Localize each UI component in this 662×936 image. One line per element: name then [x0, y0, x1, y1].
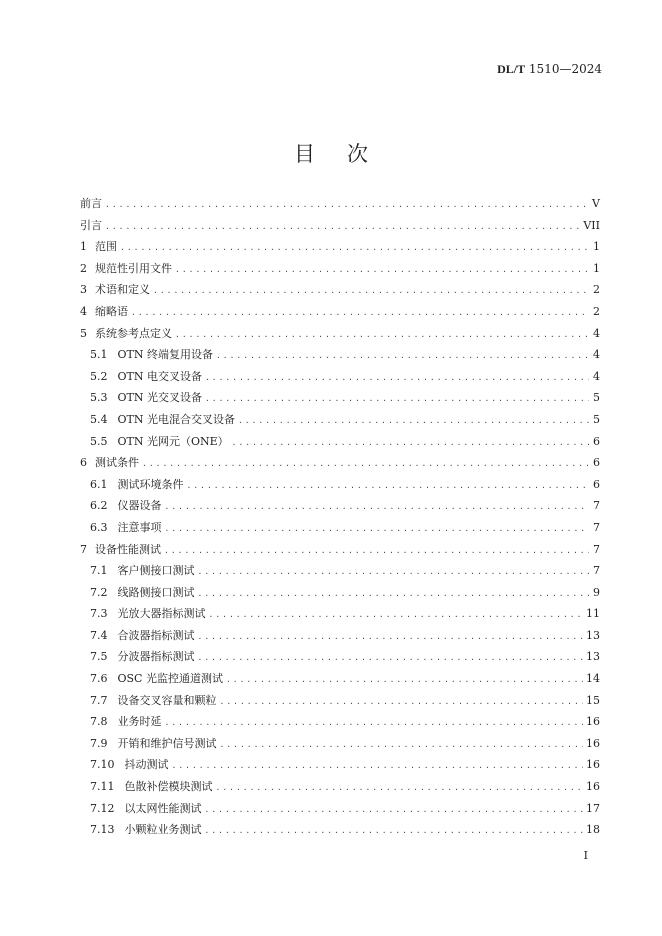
- toc-leader-dots: [105, 194, 589, 216]
- toc-entry-label: OTN 光网元（ONE）: [117, 434, 229, 448]
- toc-entry[interactable]: [80, 366, 600, 388]
- toc-entry-label: OTN 光交叉设备: [117, 391, 202, 405]
- toc-entry-number: 7.5: [90, 650, 108, 664]
- toc-entry-label: 客户侧接口测试: [117, 564, 195, 578]
- toc-entry[interactable]: [80, 819, 600, 841]
- toc-entry[interactable]: [80, 798, 600, 820]
- toc-leader-dots: [226, 669, 583, 691]
- toc-entry[interactable]: [80, 258, 600, 280]
- toc-entry-label: 分波器指标测试: [117, 650, 195, 664]
- toc-entry-label: 抖动测试: [124, 758, 169, 772]
- toc-leader-dots: [216, 345, 589, 367]
- toc-entry-label: 色散补偿模块测试: [124, 780, 213, 794]
- toc-entry-number: 7.7: [90, 693, 108, 707]
- toc-entry[interactable]: [80, 495, 600, 517]
- toc-entry[interactable]: [80, 323, 600, 345]
- toc-entry-number: 7.11: [90, 780, 115, 794]
- toc-entry-label: 以太网性能测试: [124, 801, 202, 815]
- toc-entry-label: 测试条件: [95, 456, 139, 470]
- toc-entry-label: 合波器指标测试: [117, 628, 195, 642]
- toc-entry-number: 4: [80, 304, 87, 318]
- toc-entry-label: 光放大器指标测试: [117, 607, 206, 621]
- toc-leader-dots: [205, 799, 584, 821]
- toc-entry-page: 16: [586, 758, 600, 772]
- toc-entry-label: 前言: [80, 197, 102, 210]
- toc-entry-number: 7: [80, 542, 87, 556]
- toc-entry[interactable]: [80, 452, 600, 474]
- toc-entry-number: 6.3: [90, 520, 108, 534]
- toc-entry-label: 系统参考点定义: [95, 326, 172, 340]
- toc-entry-page: 6: [593, 477, 600, 491]
- toc-entry-label: 小颗粒业务测试: [124, 823, 202, 837]
- toc-entry[interactable]: [80, 409, 600, 431]
- toc-entry-number: 7.9: [90, 736, 108, 750]
- toc-leader-dots: [209, 604, 584, 626]
- toc-entry-page: 5: [593, 412, 600, 426]
- toc-entry-page: 1: [593, 240, 600, 254]
- toc-entry-page: 4: [593, 326, 600, 340]
- toc-entry-label: OTN 终端复用设备: [117, 348, 213, 362]
- toc-entry-page: V: [592, 197, 600, 210]
- toc-entry[interactable]: [80, 582, 600, 604]
- toc-entry-page: 13: [586, 628, 600, 642]
- toc-entry-page: 1: [593, 261, 600, 275]
- toc-entry[interactable]: [80, 517, 600, 539]
- toc-entry-number: 1: [80, 240, 87, 254]
- toc-leader-dots: [220, 734, 584, 756]
- toc-entry-page: 7: [593, 520, 600, 534]
- toc-leader-dots: [187, 475, 590, 497]
- toc-entry-label: 范围: [95, 240, 117, 254]
- toc-entry[interactable]: [80, 711, 600, 733]
- toc-entry-number: 6.1: [90, 477, 108, 491]
- toc-entry-page: 11: [586, 607, 600, 621]
- toc-entry-label: 术语和定义: [95, 283, 150, 297]
- toc-entry[interactable]: [80, 431, 600, 453]
- toc-entry-page: 2: [593, 304, 600, 318]
- toc-entry[interactable]: [80, 301, 600, 323]
- toc-entry[interactable]: [80, 733, 600, 755]
- toc-entry-number: 7.13: [90, 823, 115, 837]
- toc-entry[interactable]: [80, 215, 600, 237]
- toc-entry[interactable]: [80, 776, 600, 798]
- toc-leader-dots: [172, 755, 584, 777]
- toc-entry-label: 规范性引用文件: [95, 261, 172, 275]
- toc-entry-number: 6.2: [90, 499, 108, 513]
- toc-entry-page: 18: [586, 823, 600, 837]
- toc-entry-number: 5.5: [90, 434, 108, 448]
- toc-entry-number: 7.3: [90, 607, 108, 621]
- toc-entry-number: 7.8: [90, 715, 108, 729]
- toc-leader-dots: [232, 432, 589, 454]
- toc-entry-page: 16: [586, 715, 600, 729]
- document-code: [497, 62, 602, 77]
- toc-entry-number: 7.4: [90, 628, 108, 642]
- title-char-2: 次: [347, 142, 368, 166]
- toc-entry-page: 13: [586, 650, 600, 664]
- toc-leader-dots: [205, 820, 584, 842]
- toc-entry-page: 4: [593, 369, 600, 383]
- toc-leader-dots: [142, 453, 589, 475]
- toc-leader-dots: [175, 259, 589, 281]
- toc-entry-number: 7.6: [90, 672, 108, 686]
- toc-entry-page: 7: [593, 499, 600, 513]
- toc-entry-page: 7: [593, 564, 600, 578]
- toc-leader-dots: [198, 626, 584, 648]
- toc-entry[interactable]: [80, 668, 600, 690]
- toc-leader-dots: [131, 302, 589, 324]
- toc-leader-dots: [120, 237, 589, 259]
- title-char-1: 目: [294, 142, 315, 166]
- toc-entry-page: 14: [586, 672, 600, 686]
- toc-entry-label: 注意事项: [117, 520, 162, 534]
- page-number: I: [583, 849, 588, 862]
- toc-leader-dots: [175, 324, 589, 346]
- toc-entry-number: 5.2: [90, 369, 108, 383]
- page-title: [0, 138, 662, 168]
- toc-entry-number: 5.1: [90, 348, 108, 362]
- toc-leader-dots: [165, 518, 590, 540]
- toc-entry-label: 缩略语: [95, 304, 128, 318]
- toc-entry[interactable]: [80, 539, 600, 561]
- toc-entry-label: 测试环境条件: [117, 477, 184, 491]
- toc-entry-number: 5.3: [90, 391, 108, 405]
- toc-entry[interactable]: [80, 560, 600, 582]
- toc-leader-dots: [164, 540, 589, 562]
- toc-entry-label: 仪器设备: [117, 499, 162, 513]
- toc-entry[interactable]: [80, 236, 600, 258]
- toc-leader-dots: [153, 280, 589, 302]
- toc-entry-label: 设备交叉容量和颗粒: [117, 693, 217, 707]
- toc-entry[interactable]: [80, 474, 600, 496]
- toc-entry-number: 7.10: [90, 758, 115, 772]
- toc-entry[interactable]: [80, 344, 600, 366]
- toc-entry[interactable]: [80, 625, 600, 647]
- toc-entry-page: 4: [593, 348, 600, 362]
- toc-entry[interactable]: [80, 193, 600, 215]
- toc-entry-page: 15: [586, 693, 600, 707]
- toc-entry-label: OSC 光监控通道测试: [117, 672, 223, 686]
- toc-entry-label: 线路侧接口测试: [117, 585, 195, 599]
- toc-entry-number: 3: [80, 283, 87, 297]
- toc-leader-dots: [198, 561, 590, 583]
- toc-entry-page: 16: [586, 736, 600, 750]
- toc-entry[interactable]: [80, 646, 600, 668]
- table-of-contents: [80, 193, 600, 841]
- toc-leader-dots: [205, 367, 589, 389]
- toc-entry-page: 6: [593, 456, 600, 470]
- toc-leader-dots: [105, 216, 580, 238]
- toc-leader-dots: [238, 410, 589, 432]
- toc-entry[interactable]: [80, 279, 600, 301]
- toc-leader-dots: [220, 691, 584, 713]
- toc-entry[interactable]: [80, 754, 600, 776]
- toc-leader-dots: [198, 583, 590, 605]
- toc-entry-number: 7.12: [90, 801, 115, 815]
- toc-entry[interactable]: [80, 603, 600, 625]
- toc-entry-page: 17: [586, 801, 600, 815]
- toc-entry[interactable]: [80, 387, 600, 409]
- toc-entry-label: 设备性能测试: [95, 542, 161, 556]
- toc-leader-dots: [205, 388, 589, 410]
- toc-entry[interactable]: [80, 690, 600, 712]
- toc-entry-page: 16: [586, 780, 600, 794]
- toc-leader-dots: [165, 712, 584, 734]
- toc-entry-page: 6: [593, 434, 600, 448]
- standard-number: 1510—2024: [528, 62, 602, 76]
- toc-entry-label: 开销和维护信号测试: [117, 736, 217, 750]
- toc-leader-dots: [165, 496, 590, 518]
- toc-entry-page: 9: [593, 585, 600, 599]
- toc-entry-number: 5.4: [90, 412, 108, 426]
- toc-entry-page: 5: [593, 391, 600, 405]
- toc-entry-number: 2: [80, 261, 87, 275]
- toc-entry-number: 6: [80, 456, 87, 470]
- toc-entry-label: OTN 光电混合交叉设备: [117, 412, 235, 426]
- toc-entry-number: 5: [80, 326, 87, 340]
- toc-entry-number: 7.1: [90, 564, 108, 578]
- toc-entry-page: 7: [593, 542, 600, 556]
- toc-entry-label: 引言: [80, 218, 102, 232]
- toc-leader-dots: [216, 777, 584, 799]
- standard-prefix: DL/T: [497, 62, 526, 76]
- toc-entry-label: OTN 电交叉设备: [117, 369, 202, 383]
- toc-entry-number: 7.2: [90, 585, 108, 599]
- toc-leader-dots: [198, 647, 584, 669]
- toc-entry-page: VII: [583, 218, 600, 232]
- toc-entry-page: 2: [593, 283, 600, 297]
- toc-entry-label: 业务时延: [117, 715, 162, 729]
